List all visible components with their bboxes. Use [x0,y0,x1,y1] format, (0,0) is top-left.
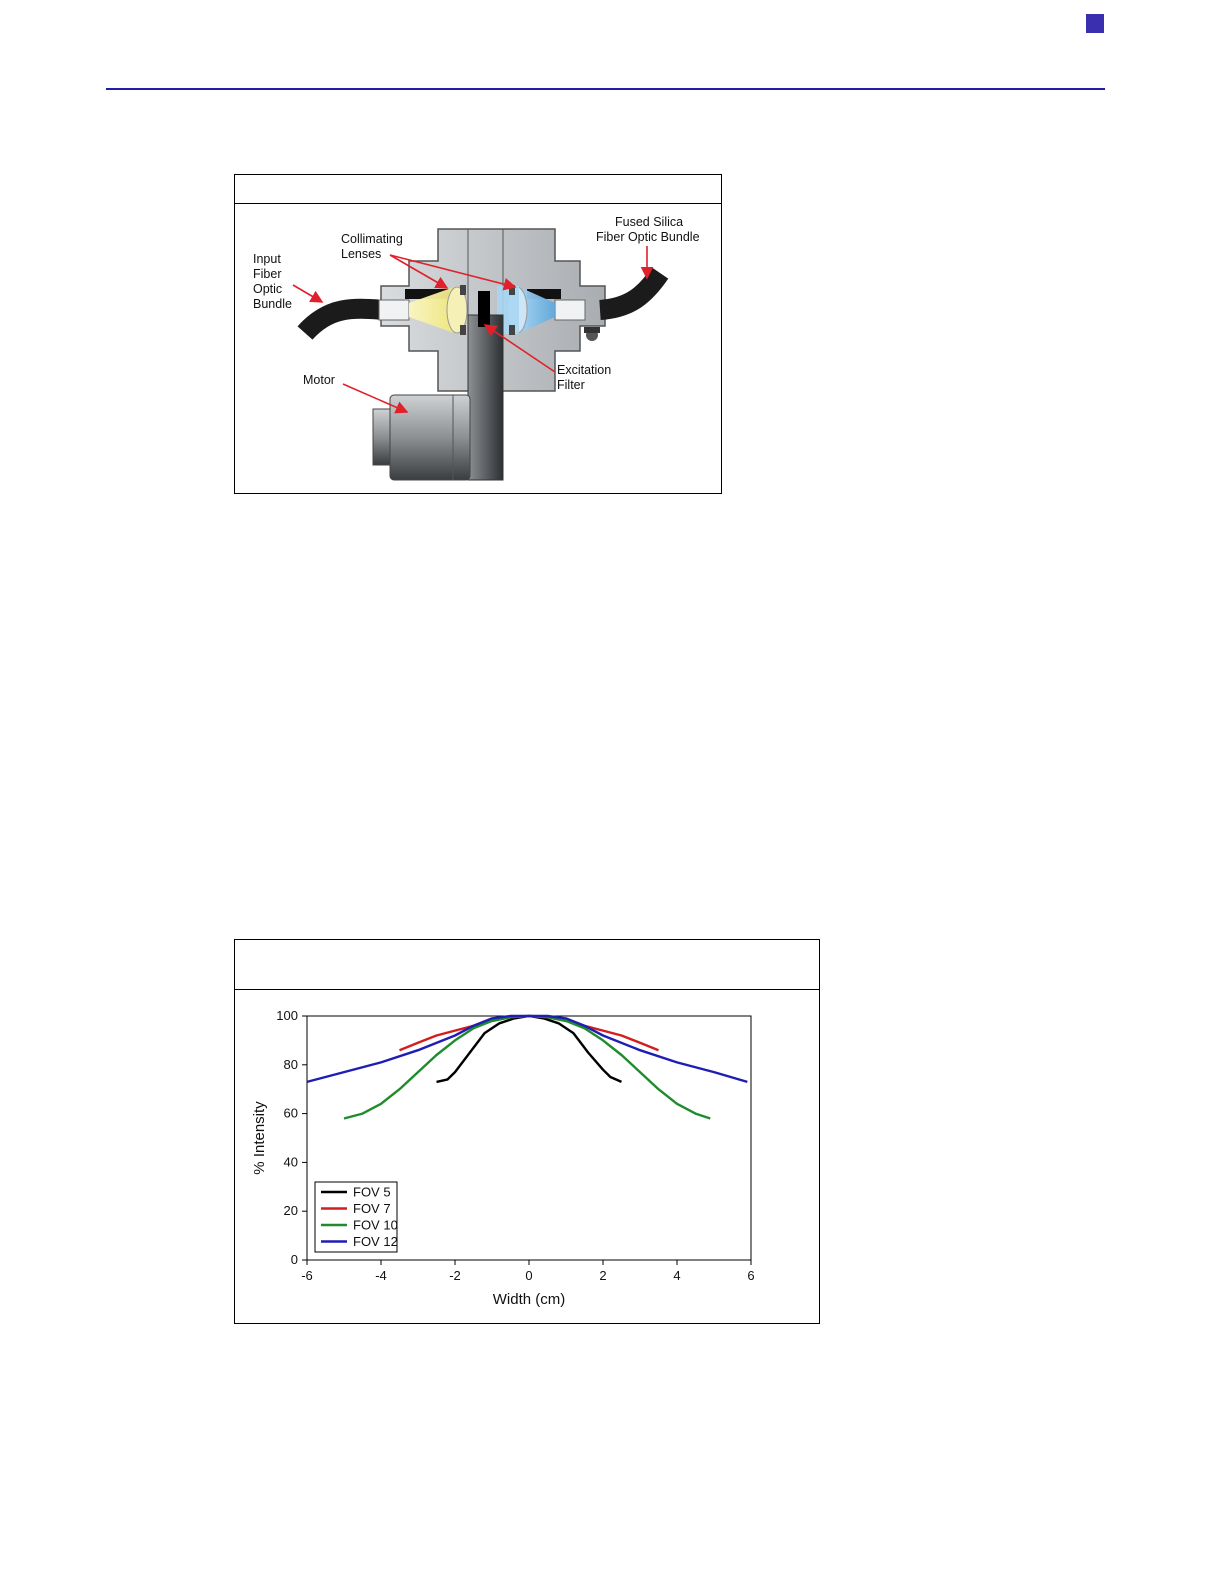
svg-text:Excitation: Excitation [557,363,612,377]
x-tick-label: 0 [525,1268,533,1283]
svg-text:Bundle: Bundle [253,297,292,311]
y-tick-label: 80 [283,1056,298,1072]
series-line-fov-7 [400,1016,659,1050]
output-ferrule [555,300,585,320]
svg-text:Filter: Filter [557,378,585,392]
input-fiber-cable [305,309,385,333]
legend-label: FOV 7 [353,1201,391,1216]
lens-retainer [460,285,466,295]
svg-text:Lenses: Lenses [341,247,382,261]
lens-retainer [460,325,466,335]
legend-label: FOV 12 [353,1234,398,1249]
legend-label: FOV 5 [353,1184,391,1200]
series-line-fov-5 [437,1016,622,1082]
x-tick-label: -2 [449,1268,461,1283]
header-rule [106,88,1105,90]
x-tick-label: -4 [375,1268,387,1283]
svg-text:Fiber: Fiber [253,267,282,281]
label-excitation-filter [557,363,611,392]
svg-text:Optic: Optic [253,282,283,296]
x-tick-label: -6 [301,1268,313,1283]
intensity-profile-figure [234,939,820,1324]
x-tick-label: 6 [747,1268,755,1283]
svg-text:Fused Silica: Fused Silica [615,215,684,229]
label-input-fiber-bundle [253,252,292,311]
intensity-chart [235,940,819,1323]
svg-text:Input: Input [253,252,281,266]
output-fiber-cable [600,273,660,310]
legend-label: FOV 10 [353,1217,398,1233]
filter-module-diagram [235,175,721,493]
page-marker [1086,14,1104,33]
y-tick-label: 100 [276,1008,298,1023]
input-ferrule [379,300,409,320]
lens-retainer [509,325,515,335]
y-tick-label: 20 [283,1203,298,1219]
series-line-fov-10 [344,1016,710,1119]
y-axis-label: % Intensity [251,1101,268,1175]
x-axis-label: Width (cm) [492,1291,566,1308]
label-fused-silica-bundle [596,215,700,244]
x-tick-label: 4 [673,1268,681,1283]
label-motor: Motor [303,373,335,387]
excitation-filter [478,291,490,327]
filter-module-figure [234,174,722,494]
y-tick-label: 60 [283,1105,298,1121]
x-tick-label: 2 [599,1268,607,1283]
svg-text:Fiber Optic Bundle: Fiber Optic Bundle [596,230,700,244]
y-tick-label: 0 [290,1252,298,1267]
y-tick-label: 40 [283,1154,298,1170]
screw-head [584,327,600,333]
motor [373,395,470,480]
svg-text:Collimating: Collimating [341,232,403,246]
filter-wheel [468,315,503,480]
series-line-fov-12 [307,1016,747,1082]
